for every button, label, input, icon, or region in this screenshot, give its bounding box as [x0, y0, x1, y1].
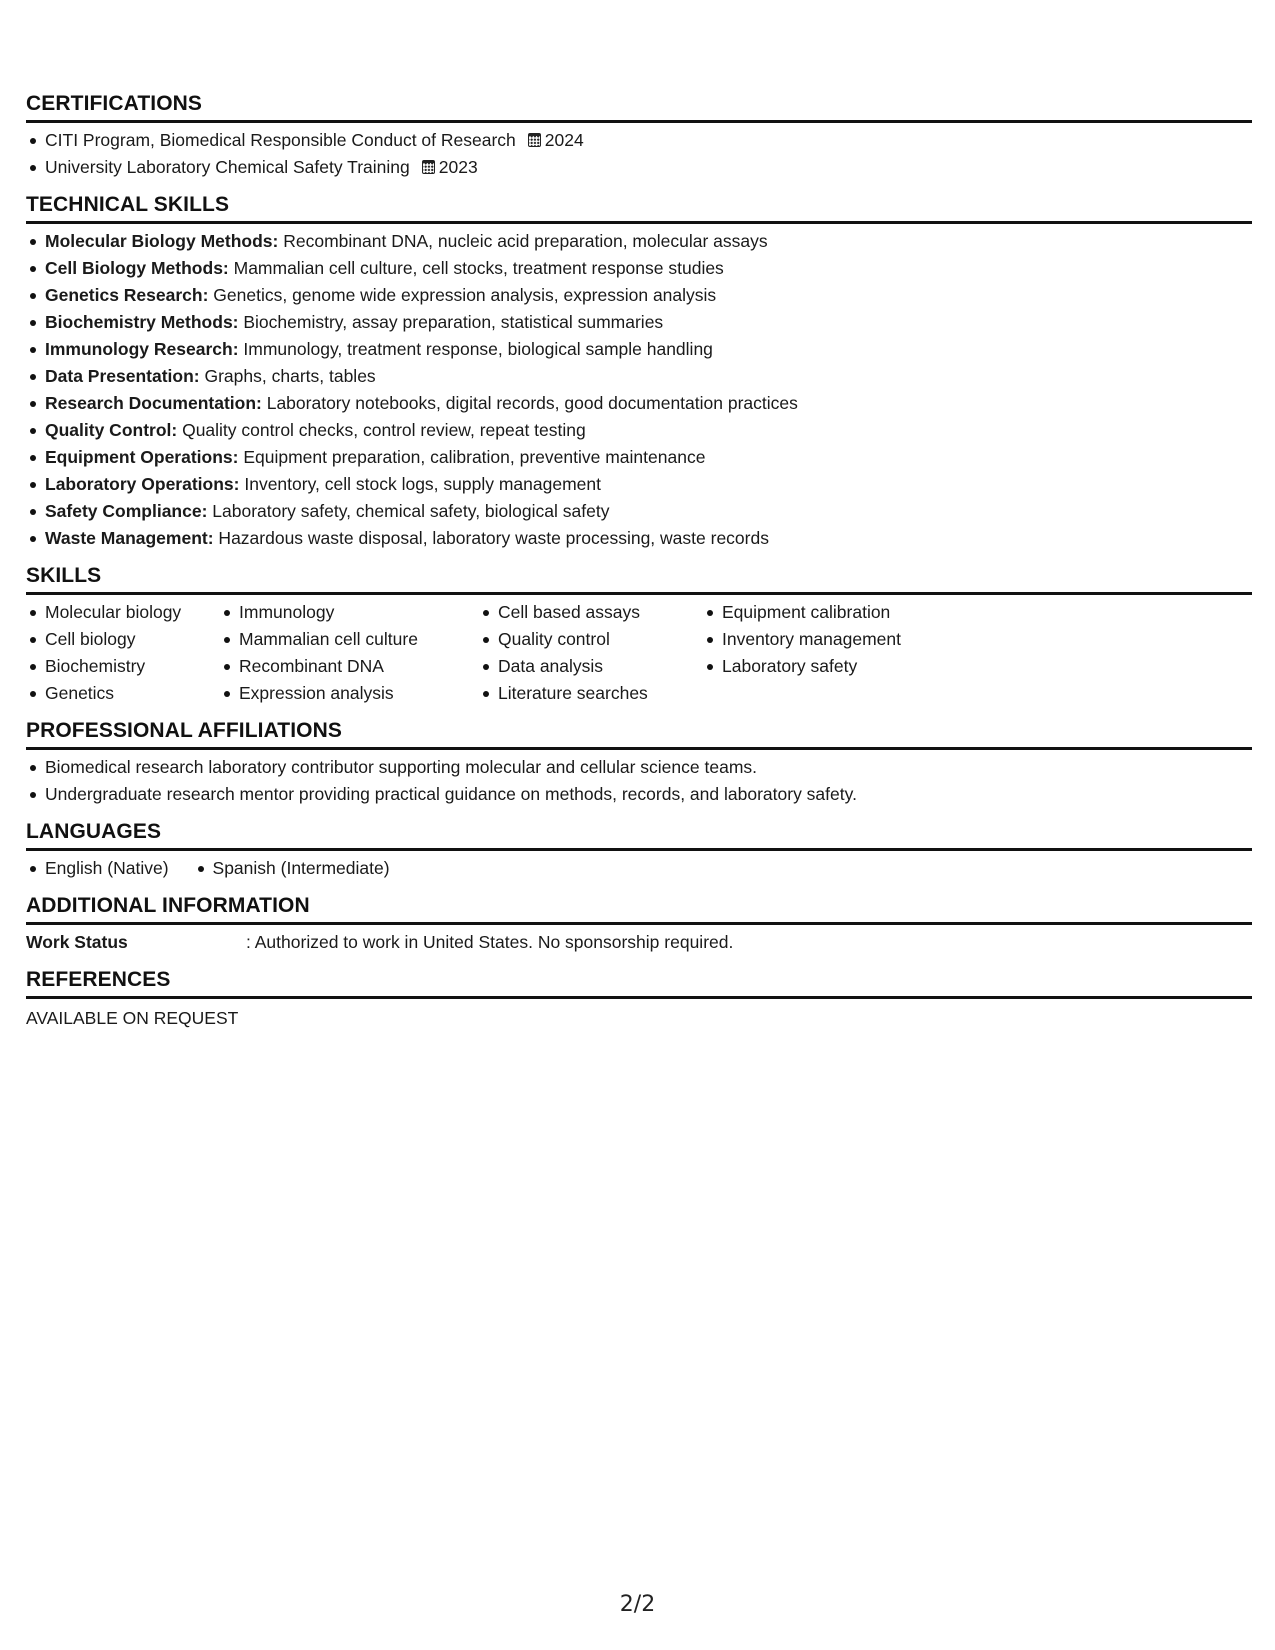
- skill-category: Waste Management:: [45, 528, 214, 548]
- list-item: Genetics: [45, 680, 220, 707]
- list-item: Cell biology: [45, 626, 220, 653]
- skill-detail: Hazardous waste disposal, laboratory waste processing, waste records: [213, 528, 769, 548]
- skill-detail: Biochemistry, assay preparation, statistical summaries: [238, 312, 664, 332]
- resume-page: [26, 92, 1252, 1045]
- calendar-icon: [528, 133, 541, 147]
- list-item: Equipment calibration: [722, 599, 962, 626]
- section-title-additional-info: ADDITIONAL INFORMATION: [26, 894, 1252, 925]
- skill-category: Molecular Biology Methods:: [45, 231, 279, 251]
- list-item: Expression analysis: [239, 680, 479, 707]
- list-item: [45, 336, 1252, 363]
- list-item: Biochemistry: [45, 653, 220, 680]
- list-item: Cell based assays: [498, 599, 703, 626]
- list-item: [45, 390, 1252, 417]
- list-item: Spanish (Intermediate): [213, 855, 390, 882]
- skill-category: Safety Compliance:: [45, 501, 208, 521]
- list-item: [45, 498, 1252, 525]
- list-item: Recombinant DNA: [239, 653, 479, 680]
- list-item: [45, 154, 1252, 181]
- skill-category: Cell Biology Methods:: [45, 258, 229, 278]
- list-item: Inventory management: [722, 626, 962, 653]
- certifications-list: [26, 127, 1252, 181]
- skill-detail: Quality control checks, control review, repeat testing: [177, 420, 586, 440]
- skill-category: Laboratory Operations:: [45, 474, 240, 494]
- skills-column: [479, 599, 703, 707]
- additional-info-section: [26, 894, 1252, 956]
- section-title-technical-skills: TECHNICAL SKILLS: [26, 193, 1252, 224]
- skill-detail: Graphs, charts, tables: [199, 366, 376, 386]
- skill-detail: Laboratory safety, chemical safety, biological safety: [207, 501, 610, 521]
- skill-category: Data Presentation:: [45, 366, 200, 386]
- skill-category: Genetics Research:: [45, 285, 209, 305]
- list-item: [45, 228, 1252, 255]
- skill-detail: Genetics, genome wide expression analysis, expression analysis: [208, 285, 717, 305]
- skill-detail: Mammalian cell culture, cell stocks, treatment response studies: [228, 258, 724, 278]
- section-title-affiliations: PROFESSIONAL AFFILIATIONS: [26, 719, 1252, 750]
- skill-detail: Immunology, treatment response, biological sample handling: [238, 339, 713, 359]
- list-item: [45, 363, 1252, 390]
- list-item: [45, 127, 1252, 154]
- skills-column: [703, 599, 962, 707]
- skills-column: [220, 599, 479, 707]
- technical-skills-section: [26, 193, 1252, 552]
- references-text: AVAILABLE ON REQUEST: [26, 1008, 239, 1028]
- list-item: Immunology: [239, 599, 479, 626]
- list-item: [45, 417, 1252, 444]
- list-item: [45, 309, 1252, 336]
- affiliations-list: [26, 754, 1252, 808]
- skills-column: [26, 599, 220, 707]
- skills-section: [26, 564, 1252, 707]
- list-item: Biomedical research laboratory contributor supporting molecular and cellular science teams.: [45, 754, 1252, 781]
- affiliations-section: [26, 719, 1252, 808]
- skill-detail: Laboratory notebooks, digital records, good documentation practices: [261, 393, 798, 413]
- skills-grid: [26, 599, 1252, 707]
- certification-year: 2024: [544, 130, 584, 150]
- list-item: English (Native): [45, 855, 169, 882]
- skill-detail: Equipment preparation, calibration, preventive maintenance: [238, 447, 706, 467]
- list-item: [45, 525, 1252, 552]
- references-section: [26, 968, 1252, 1033]
- certification-year: 2023: [438, 157, 478, 177]
- certification-name: University Laboratory Chemical Safety Training: [45, 157, 410, 177]
- work-status-row: [26, 929, 1252, 956]
- list-item: [45, 282, 1252, 309]
- page-number: 2/2: [619, 1592, 656, 1617]
- skill-category: Equipment Operations:: [45, 447, 239, 467]
- list-item: Literature searches: [498, 680, 703, 707]
- skill-category: Immunology Research:: [45, 339, 239, 359]
- section-title-certifications: CERTIFICATIONS: [26, 92, 1252, 123]
- languages-section: [26, 820, 1252, 882]
- skill-category: Biochemistry Methods:: [45, 312, 239, 332]
- list-item: Data analysis: [498, 653, 703, 680]
- list-item: [45, 471, 1252, 498]
- section-title-skills: SKILLS: [26, 564, 1252, 595]
- skill-category: Research Documentation:: [45, 393, 262, 413]
- list-item: Molecular biology: [45, 599, 220, 626]
- list-item: [45, 444, 1252, 471]
- skill-category: Quality Control:: [45, 420, 178, 440]
- list-item: Laboratory safety: [722, 653, 962, 680]
- list-item: [45, 255, 1252, 282]
- skill-detail: Recombinant DNA, nucleic acid preparation, molecular assays: [278, 231, 768, 251]
- calendar-icon: [422, 160, 435, 174]
- work-status-value: : Authorized to work in United States. No sponsorship required.: [246, 932, 734, 952]
- skill-detail: Inventory, cell stock logs, supply management: [239, 474, 602, 494]
- list-item: Mammalian cell culture: [239, 626, 479, 653]
- section-title-references: REFERENCES: [26, 968, 1252, 999]
- section-title-languages: LANGUAGES: [26, 820, 1252, 851]
- certification-name: CITI Program, Biomedical Responsible Conduct of Research: [45, 130, 516, 150]
- certifications-section: [26, 92, 1252, 181]
- list-item: Undergraduate research mentor providing practical guidance on methods, records, and laboratory safety.: [45, 781, 1252, 808]
- list-item: Quality control: [498, 626, 703, 653]
- work-status-label: Work Status: [26, 932, 128, 952]
- languages-list: [26, 855, 1252, 882]
- technical-skills-list: [26, 228, 1252, 552]
